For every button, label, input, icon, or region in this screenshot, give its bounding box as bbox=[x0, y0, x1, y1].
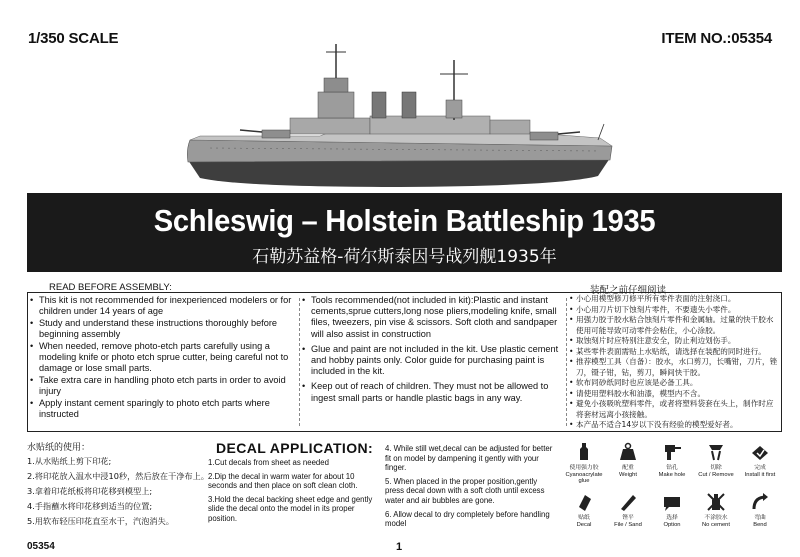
legend-label-cn: 贴纸 bbox=[578, 515, 590, 521]
glue-bottle-icon bbox=[573, 441, 595, 463]
legend-label-cn: 不涂胶水 bbox=[704, 515, 728, 521]
footer-item-number: 05354 bbox=[27, 541, 55, 552]
list-item: • 避免小孩吸吮塑料零件，或者将塑料袋套在头上，制作时应将套材远离小孩接触。 bbox=[569, 399, 781, 420]
legend-label-cn: 完成 bbox=[754, 465, 766, 471]
option-icon bbox=[661, 491, 683, 513]
list-item: • Glue and paint are not included in the kit. Use plastic cement and hobby paints only. Color guide for purchasing paint is included in the kit. bbox=[302, 344, 564, 378]
list-item: • Tools recommended(not included in kit):Plastic and instant cements,sprue cutters,long nose pliers,modeling knife, small files, tweezers, pin vise & scissors. Soft cloth and sandpaper will also assist in construction bbox=[302, 295, 564, 340]
legend-label-cn: 切除 bbox=[710, 465, 722, 471]
list-item: • 某些零件表面需贴上水贴纸，请选择在装配的同时进行。 bbox=[569, 347, 781, 358]
file-icon bbox=[617, 491, 639, 513]
page-number: 1 bbox=[396, 541, 403, 553]
legend-label-en: Decal bbox=[576, 521, 592, 528]
battleship-illustration bbox=[0, 40, 800, 195]
read-before-assembly-title: READ BEFORE ASSEMBLY: bbox=[49, 282, 172, 293]
decal-steps-col2 bbox=[385, 444, 555, 533]
list-item: 6. Allow decal to dry completely before handling model bbox=[385, 509, 550, 529]
title-banner bbox=[27, 193, 782, 272]
list-item: 2.将印花放入温水中浸10秒，然后放在干净布上。 bbox=[27, 471, 209, 481]
list-item: • 小心用模型修刀修平所有零件表面的注射浇口。 bbox=[569, 294, 781, 305]
list-item: • 软布同砂纸同时也应该是必备工具。 bbox=[569, 378, 781, 389]
cn-notes-title: 装配之前仔细阅读 bbox=[590, 285, 667, 296]
legend-label-cn: 弯曲 bbox=[754, 515, 766, 521]
assembly-notes-col1 bbox=[30, 295, 296, 421]
legend-glue bbox=[562, 441, 606, 485]
assembly-notes-cn bbox=[569, 294, 781, 431]
no-cement-icon bbox=[705, 491, 727, 513]
list-item: • 推荐模型工具（自备）：胶水，水口剪刀，长嘴钳，刀片，锉刀，镊子钳，钻，剪刀，瞬间快干胶。 bbox=[569, 357, 781, 378]
legend-label-cn: 钻孔 bbox=[666, 465, 678, 471]
legend-no-cement bbox=[694, 491, 738, 528]
list-item: 3.拿着印花纸板将印花移到模型上; bbox=[27, 486, 153, 496]
list-item: • Study and understand these instructions thoroughly before beginning assembly bbox=[30, 318, 296, 340]
list-item: • This kit is not recommended for inexperienced modelers or for children under 14 years of age bbox=[30, 295, 296, 317]
scale-label: 1/350 SCALE bbox=[28, 30, 119, 47]
legend-label-cn: 使用强力胶 bbox=[569, 465, 599, 471]
decal-icon bbox=[573, 491, 595, 513]
bend-icon bbox=[749, 491, 771, 513]
notes-divider-2 bbox=[566, 298, 567, 426]
assembly-notes-col2 bbox=[302, 295, 564, 408]
list-item: • Keep out of reach of children. They must not be allowed to ingest small parts or handle plastic bags in any way. bbox=[302, 381, 564, 403]
legend-decal bbox=[562, 491, 606, 528]
legend-label-cn: 选择 bbox=[666, 515, 678, 521]
list-item: • When needed, remove photo-etch parts carefully using a modeling knife or photo etch sprue cutter, being careful not to damage or lose small parts. bbox=[30, 341, 296, 375]
legend-file bbox=[606, 491, 650, 528]
list-item: 1.从水贴纸上剪下印花; bbox=[27, 456, 112, 466]
legend-label-cn: 锉平 bbox=[622, 515, 634, 521]
list-item: • 用强力胶于胶水粘合蚀刻片零件和金属轴。过量的快干胶水使用可能导致可动零件会粘住，小心涂胶。 bbox=[569, 315, 781, 336]
decal-cn-steps bbox=[27, 454, 209, 529]
symbol-legend bbox=[562, 441, 784, 541]
list-item: • Apply instant cement sparingly to photo etch parts where instructed bbox=[30, 398, 296, 420]
legend-option bbox=[650, 491, 694, 528]
list-item: • Take extra care in handling photo etch parts in order to avoid injury bbox=[30, 375, 296, 397]
ship-title: Schleswig – Holstein Battleship 1935 bbox=[153, 203, 656, 238]
legend-label-en: No cement bbox=[701, 521, 731, 528]
weight-icon bbox=[617, 441, 639, 463]
legend-label-en: Weight bbox=[619, 471, 637, 478]
list-item: • 小心用刀片切下蚀刻片零件，不要遗失小零件。 bbox=[569, 305, 781, 316]
legend-drill bbox=[650, 441, 694, 478]
decal-cn-title: 水贴纸的使用： bbox=[27, 443, 91, 453]
list-item: 3.Hold the decal backing sheet edge and gently slide the decal onto the model in its proper position. bbox=[208, 494, 373, 523]
list-item: • 请使用塑料胶水和油漆，模型内不含。 bbox=[569, 389, 781, 400]
legend-label-en: Bend bbox=[753, 521, 767, 528]
cutter-icon bbox=[705, 441, 727, 463]
list-item: 2.Dip the decal in warm water for about 10 seconds and then place on soft clean cloth. bbox=[208, 471, 358, 491]
decal-steps-col1 bbox=[208, 458, 376, 528]
legend-label-cn: 配重 bbox=[622, 465, 634, 471]
list-item: 4.手指蘸水将印花移到适当的位置; bbox=[27, 501, 153, 511]
legend-weight bbox=[606, 441, 650, 478]
legend-bend bbox=[738, 491, 782, 528]
item-number: ITEM NO.:05354 bbox=[661, 30, 772, 47]
legend-label-en: Cut / Remove bbox=[698, 471, 734, 478]
ship-title-cn: 石勒苏益格-荷尔斯泰因号战列舰1935年 bbox=[252, 247, 557, 267]
legend-label-en: Make hole bbox=[658, 471, 686, 478]
list-item: 1.Cut decals from sheet as needed bbox=[208, 458, 329, 467]
decal-application-title: DECAL APPLICATION: bbox=[216, 440, 374, 456]
legend-label-en: Install it first bbox=[744, 471, 776, 478]
install-icon bbox=[749, 441, 771, 463]
legend-install bbox=[738, 441, 782, 478]
list-item: 5.用软布轻压印花直至水干，汽泡消失。 bbox=[27, 516, 174, 526]
list-item: • 本产品不适合14岁以下没有经验的模型爱好者。 bbox=[569, 420, 781, 431]
legend-label-en: Option bbox=[663, 521, 681, 528]
list-item: • 取蚀刻片时应特别注意安全，防止利边划伤手。 bbox=[569, 336, 781, 347]
legend-label-en: Cyanoacrylate glue bbox=[565, 471, 603, 484]
legend-cut bbox=[694, 441, 738, 478]
legend-label-en: File / Sand bbox=[614, 521, 642, 528]
list-item: 4. While still wet,decal can be adjusted for better fit on model by dampening it gently with your finger. bbox=[385, 444, 553, 473]
drill-icon bbox=[661, 441, 683, 463]
battleship-drawing bbox=[0, 40, 800, 195]
list-item: 5. When placed in the proper position,gently press decal down with a soft cloth until excess water and air bubbles are gone. bbox=[385, 476, 545, 505]
notes-divider-1 bbox=[299, 298, 300, 426]
